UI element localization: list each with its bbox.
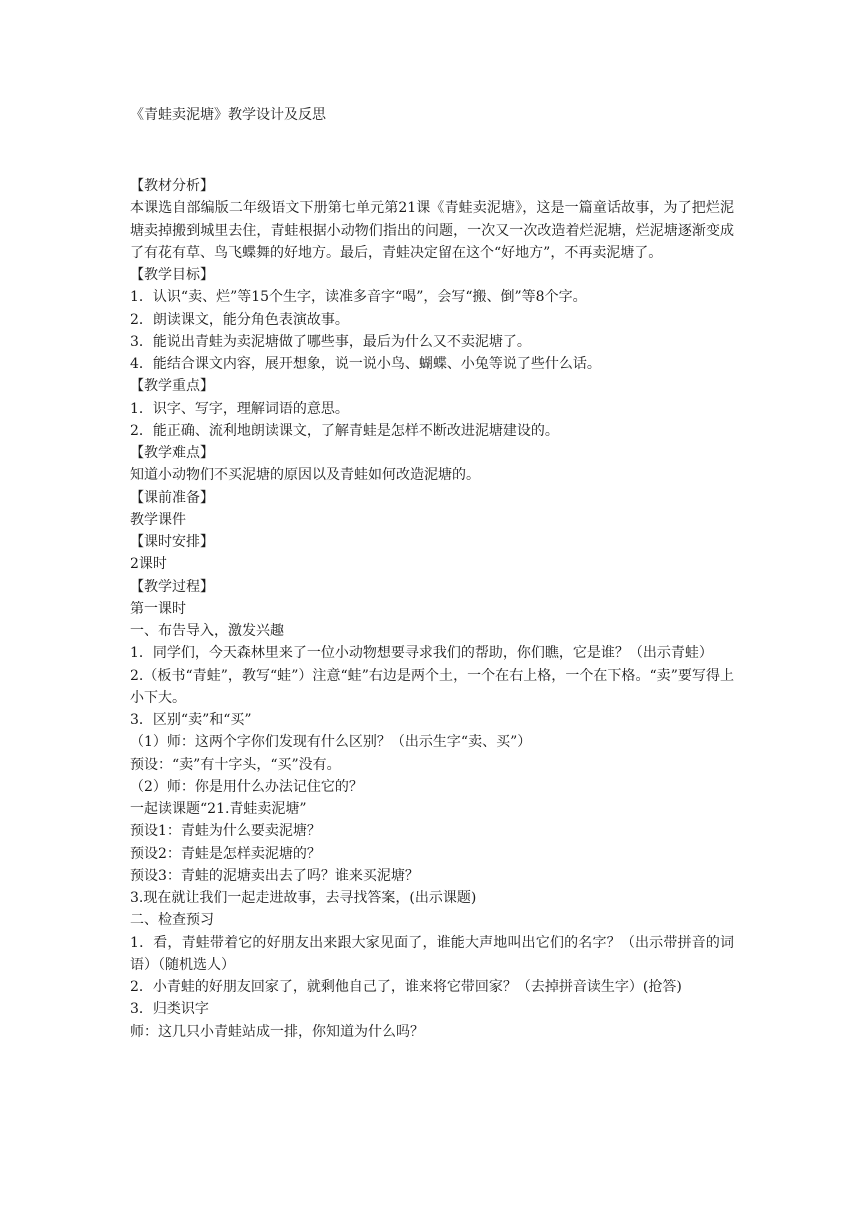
preset-1: 预设1：青蛙为什么要卖泥塘？ — [130, 823, 321, 840]
goal-item-3: 3．能说出青蛙为卖泥塘做了哪些事，最后为什么又不卖泥塘了。 — [130, 333, 531, 350]
goal-item-1: 1．认识“卖、烂”等15个生字，读准多音字“喝”，会写“搬、倒”等8个字。 — [130, 289, 587, 306]
section-heading-teaching-goals: 【教学目标】 — [130, 267, 214, 283]
teacher-question: 师：这几只小青蛙站成一排，你知道为什么吗？ — [130, 1023, 424, 1040]
document-page — [130, 104, 734, 1043]
step-one-item-3b: 3.现在就让我们一起走进故事，去寻找答案，(出示课题) — [130, 890, 477, 906]
goal-item-4: 4．能结合课文内容，展开想象，说一说小鸟、蝴蝶、小兔等说了些什么话。 — [130, 356, 601, 372]
step-one-preset: 预设：“卖”有十字头，“买”没有。 — [130, 756, 341, 773]
step-two-item-3: 3．归类识字 — [130, 1001, 209, 1018]
step-one-item-1: 1．同学们，今天森林里来了一位小动物想要寻求我们的帮助，你们瞧，它是谁？（出示青蛙） — [130, 645, 713, 662]
lesson-one-label: 第一课时 — [130, 600, 186, 617]
section-heading-process: 【教学过程】 — [130, 578, 214, 595]
document-title: 《青蛙卖泥塘》教学设计及反思 — [130, 107, 326, 123]
preparation-text: 教学课件 — [130, 511, 186, 528]
section-heading-difficulties: 【教学难点】 — [130, 445, 214, 461]
step-one-item-3: 3．区别“卖”和“买” — [130, 712, 252, 728]
preset-2: 预设2：青蛙是怎样卖泥塘的？ — [130, 845, 321, 862]
material-analysis-paragraph: 本课选自部编版二年级语文下册第七单元第21课《青蛙卖泥塘》，这是一篇童话故事，为了把烂泥塘卖掉搬到城里去住，青蛙根据小动物们指出的问题，一次又一次改造着烂泥塘，烂泥塘逐渐变成了有花有草、鸟飞蝶舞的好地方。最后，青蛙决定留在这个“好地方”，不再卖泥塘了。 — [130, 200, 734, 261]
goal-item-2: 2．朗读课文，能分角色表演故事。 — [130, 311, 349, 328]
key-point-2: 2．能正确、流利地朗读课文，了解青蛙是怎样不断改进泥塘建设的。 — [130, 422, 559, 439]
step-one-sub-1: （1）师：这两个字你们发现有什么区别？（出示生字“卖、买”） — [130, 734, 532, 751]
section-heading-schedule: 【课时安排】 — [130, 534, 214, 550]
step-two-item-2: 2．小青蛙的好朋友回家了，就剩他自己了，谁来将它带回家？（去掉拼音读生字）(抢答) — [130, 979, 682, 995]
read-title-line: 一起读课题“21.青蛙卖泥塘” — [130, 801, 307, 817]
step-two-item-1: 1．看，青蛙带着它的好朋友出来跟大家见面了，谁能大声地叫出它们的名字？（出示带拼音的词语）（随机选人） — [130, 934, 734, 973]
step-one-sub-2: （2）师：你是用什么办法记住它的？ — [130, 778, 363, 795]
key-point-1: 1．识字、写字，理解词语的意思。 — [130, 400, 349, 417]
difficulty-text: 知道小动物们不买泥塘的原因以及青蛙如何改造泥塘的。 — [130, 467, 480, 484]
schedule-text: 2课时 — [130, 556, 167, 573]
preset-3: 预设3：青蛙的泥塘卖出去了吗？谁来买泥塘？ — [130, 867, 419, 884]
step-one-heading: 一、布告导入，激发兴趣 — [130, 623, 284, 639]
section-heading-preparation: 【课前准备】 — [130, 489, 214, 506]
step-one-item-2: 2.（板书“青蛙”，教写“蛙”）注意“蛙”右边是两个土，一个在右上格，一个在下格。“卖”要写得上小下大。 — [130, 667, 734, 706]
section-heading-key-points: 【教学重点】 — [130, 378, 214, 395]
step-two-heading: 二、检查预习 — [130, 912, 214, 929]
section-heading-material-analysis: 【教材分析】 — [130, 178, 214, 194]
